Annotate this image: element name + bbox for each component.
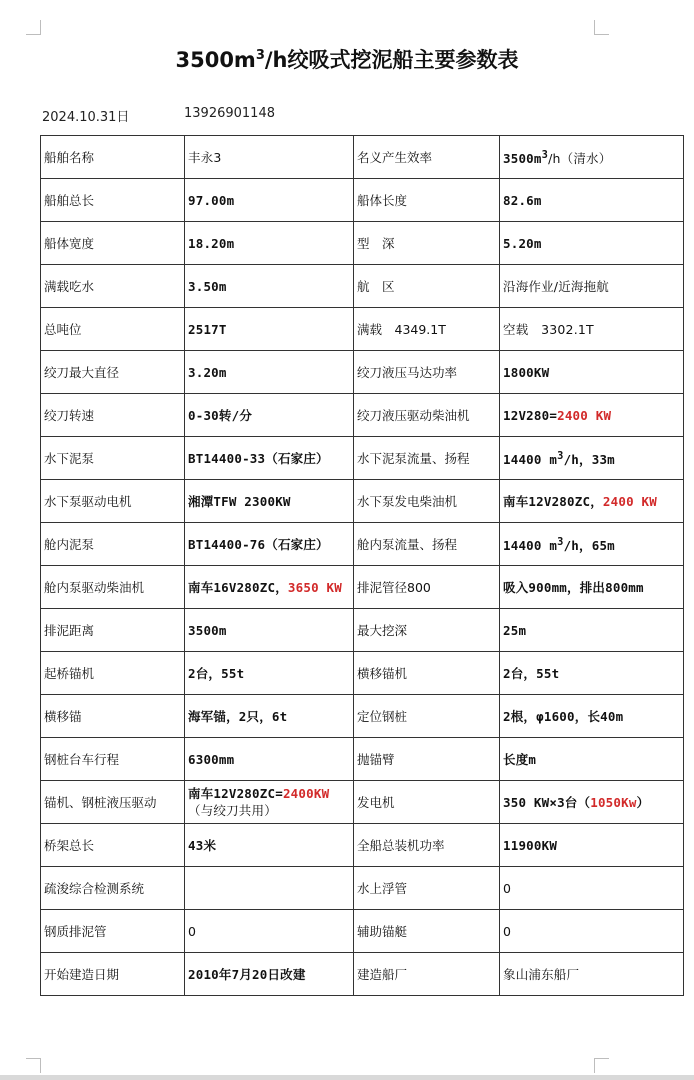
param-label: 满载 4349.1T (354, 308, 500, 351)
table-row (41, 265, 684, 308)
table-row (41, 695, 684, 738)
param-value: $3500m^3/h$（清水） (500, 136, 684, 179)
param-value: 2台，55t (185, 652, 354, 695)
param-value: 3.20m (185, 351, 354, 394)
param-label: 横移锚机 (354, 652, 500, 695)
table-row (41, 867, 684, 910)
param-value: 11900KW (500, 824, 684, 867)
page-corner-mark (594, 20, 609, 35)
param-value: 0 (500, 910, 684, 953)
param-label: 航 区 (354, 265, 500, 308)
param-value: BT14400-76（石家庄） (185, 523, 354, 566)
table-row (41, 480, 684, 523)
table-row (41, 308, 684, 351)
param-label: 绞刀液压马达功率 (354, 351, 500, 394)
document-date: 2024.10.31日 (42, 110, 130, 125)
param-label: 横移锚 (41, 695, 185, 738)
param-value: 1800KW (500, 351, 684, 394)
param-label: 名义产生效率 (354, 136, 500, 179)
param-label: 总吨位 (41, 308, 185, 351)
param-value: 43米 (185, 824, 354, 867)
param-label: 建造船厂 (354, 953, 500, 996)
param-value: 3500m (185, 609, 354, 652)
param-label: 船舶总长 (41, 179, 185, 222)
table-row (41, 953, 684, 996)
param-value: 5.20m (500, 222, 684, 265)
param-value: 沿海作业/近海拖航 (500, 265, 684, 308)
param-value: 25m (500, 609, 684, 652)
table-row (41, 652, 684, 695)
table-row (41, 136, 684, 179)
param-label: 辅助锚艇 (354, 910, 500, 953)
table-row (41, 910, 684, 953)
table-row (41, 351, 684, 394)
param-value: 南车12V280ZC=2400KW （与绞刀共用） (185, 781, 354, 824)
param-value: 南车16V280ZC，3650 KW (185, 566, 354, 609)
table-row (41, 566, 684, 609)
param-label: 舱内泵驱动柴油机 (41, 566, 185, 609)
param-label: 型 深 (354, 222, 500, 265)
param-label: 水下泥泵流量、扬程 (354, 437, 500, 480)
document-title: $3500m^3/h$绞吸式挖泥船主要参数表 (175, 48, 519, 72)
param-label: 排泥管径800 (354, 566, 500, 609)
param-value: 14400 $m^3/h$，65m (500, 523, 684, 566)
param-label: 船体长度 (354, 179, 500, 222)
param-label: 绞刀转速 (41, 394, 185, 437)
table-row (41, 738, 684, 781)
param-value: 2台，55t (500, 652, 684, 695)
param-value: 0-30转/分 (185, 394, 354, 437)
param-value: 吸入900mm，排出800mm (500, 566, 684, 609)
page-corner-mark (26, 20, 41, 35)
param-value: 象山浦东船厂 (500, 953, 684, 996)
page-corner-mark (26, 1058, 41, 1073)
param-value: 丰永3 (185, 136, 354, 179)
param-value: 空载 3302.1T (500, 308, 684, 351)
param-label: 疏浚综合检测系统 (41, 867, 185, 910)
param-label: 水下泥泵 (41, 437, 185, 480)
table-row (41, 824, 684, 867)
param-value: BT14400-33（石家庄） (185, 437, 354, 480)
param-value: 350 KW×3台（1050Kw） (500, 781, 684, 824)
param-value: 长度m (500, 738, 684, 781)
param-label: 钢质排泥管 (41, 910, 185, 953)
param-label: 舱内泵流量、扬程 (354, 523, 500, 566)
param-label: 水下泵驱动电机 (41, 480, 185, 523)
param-value: 18.20m (185, 222, 354, 265)
parameters-table (40, 135, 684, 996)
param-label: 满载吃水 (41, 265, 185, 308)
param-label: 抛锚臂 (354, 738, 500, 781)
table-row (41, 222, 684, 265)
param-label: 开始建造日期 (41, 953, 185, 996)
param-label: 水下泵发电柴油机 (354, 480, 500, 523)
param-value: 2根，φ1600，长40m (500, 695, 684, 738)
contact-phone: 13926901148 (184, 106, 275, 121)
param-value: 海军锚，2只，6t (185, 695, 354, 738)
table-row (41, 781, 684, 824)
param-label: 桥架总长 (41, 824, 185, 867)
param-label: 绞刀液压驱动柴油机 (354, 394, 500, 437)
param-value: 南车12V280ZC，2400 KW (500, 480, 684, 523)
param-label: 绞刀最大直径 (41, 351, 185, 394)
table-row (41, 437, 684, 480)
param-value: 12V280=2400 KW (500, 394, 684, 437)
param-value: 0 (185, 910, 354, 953)
param-label: 全船总装机功率 (354, 824, 500, 867)
param-value (185, 867, 354, 910)
param-value: 6300mm (185, 738, 354, 781)
page-corner-mark (594, 1058, 609, 1073)
param-value: 82.6m (500, 179, 684, 222)
param-value: 湘潭TFW 2300KW (185, 480, 354, 523)
param-label: 钢桩台车行程 (41, 738, 185, 781)
param-label: 定位钢桩 (354, 695, 500, 738)
param-label: 排泥距离 (41, 609, 185, 652)
param-value: 3.50m (185, 265, 354, 308)
param-value: 97.00m (185, 179, 354, 222)
param-value: 14400 $m^3/h$，33m (500, 437, 684, 480)
param-label: 发电机 (354, 781, 500, 824)
param-label: 船体宽度 (41, 222, 185, 265)
table-row (41, 523, 684, 566)
param-label: 起桥锚机 (41, 652, 185, 695)
param-label: 水上浮管 (354, 867, 500, 910)
page-bottom-edge (0, 1075, 694, 1080)
table-row (41, 394, 684, 437)
param-value: 0 (500, 867, 684, 910)
param-value: 2010年7月20日改建 (185, 953, 354, 996)
table-row (41, 609, 684, 652)
param-label: 舱内泥泵 (41, 523, 185, 566)
param-label: 锚机、钢桩液压驱动 (41, 781, 185, 824)
param-label: 最大挖深 (354, 609, 500, 652)
param-label: 船舶名称 (41, 136, 185, 179)
param-value: 2517T (185, 308, 354, 351)
table-row (41, 179, 684, 222)
